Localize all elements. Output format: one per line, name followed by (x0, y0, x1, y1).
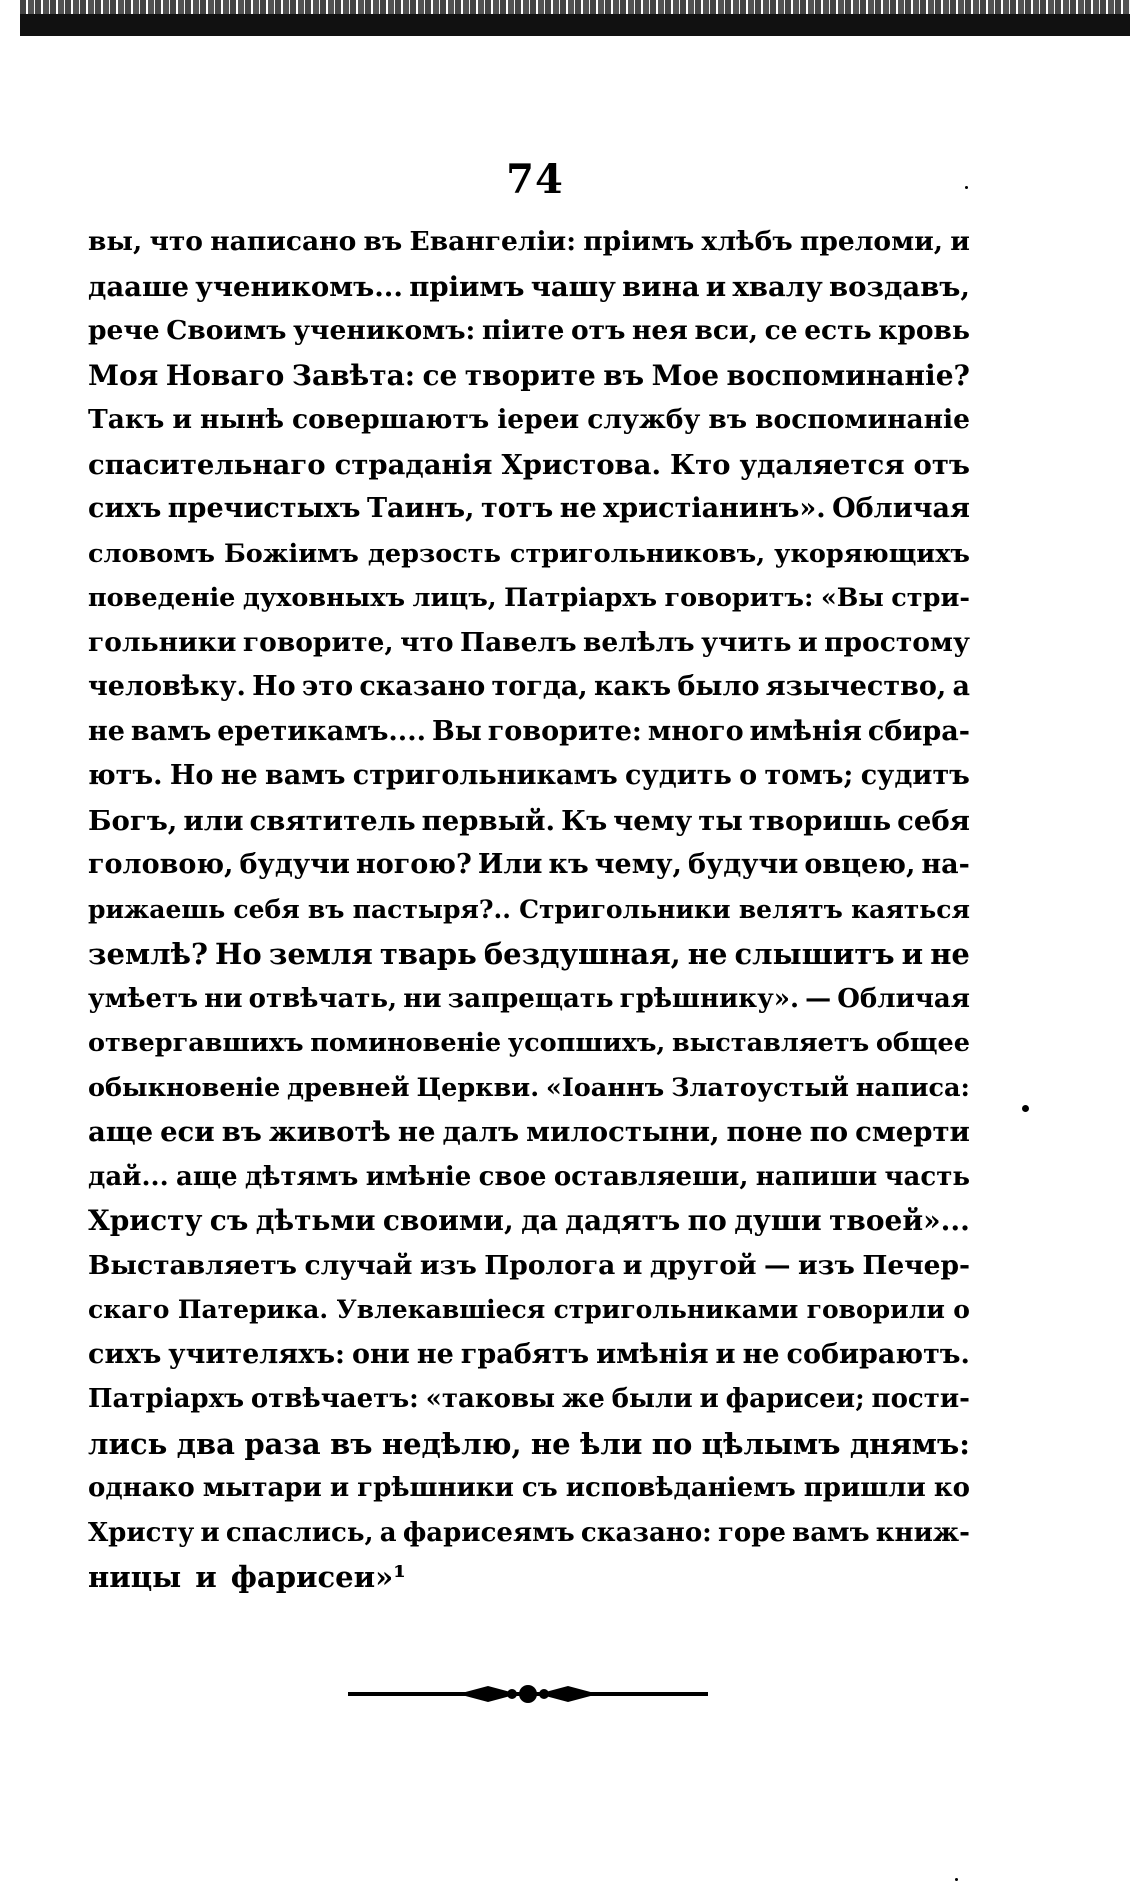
margin-speck (1022, 1105, 1029, 1112)
text-line: дааше ученикомъ... пріимъ чашу вина и хвалу воздавъ, (88, 270, 970, 303)
text-line: землѣ? Но земля тварь бездушная, не слышитъ и не (88, 937, 970, 971)
text-line: Такъ и нынѣ совершаютъ іереи службу въ воспоминаніе (88, 404, 970, 435)
margin-speck (955, 1878, 958, 1881)
text-line: Патріархъ отвѣчаетъ: «таковы же были и фарисеи; пости- (88, 1384, 970, 1414)
text-line: скаго Патерика. Увлекавшіеся стригольниками говорили о (88, 1295, 970, 1324)
text-line: сихъ учителяхъ: они не грабятъ имѣнія и не собираютъ. (88, 1338, 970, 1370)
text-line: дай... аще дѣтямъ имѣніе свое оставляеши, напиши часть (88, 1161, 970, 1192)
text-line: аще еси въ животѣ не далъ милостыни, поне по смерти (88, 1116, 970, 1148)
text-line: Христу съ дѣтьми своими, да дадятъ по души твоей»... (88, 1204, 970, 1237)
page-number: 74 (506, 156, 564, 203)
text-line: лись два раза въ недѣлю, не ѣли по цѣлымъ днямъ: (88, 1426, 970, 1461)
text-line: вы, что написано въ Евангеліи: пріимъ хлѣбъ преломи, и (88, 226, 970, 257)
text-line: рече Своимъ ученикомъ: піите отъ нея вси, се есть кровь (88, 315, 970, 346)
text-line: ютъ. Но не вамъ стригольникамъ судить о томъ; судитъ (88, 760, 970, 791)
text-line: сихъ пречистыхъ Таинъ, тотъ не христіанинъ». Обличая (88, 493, 970, 524)
text-line: ницы и фарисеи»¹ (88, 1560, 406, 1594)
text-line: гольники говорите, что Павелъ велѣлъ учить и простому (88, 626, 970, 658)
text-line: Христу и спаслись, а фарисеямъ сказано: горе вамъ книж- (88, 1517, 970, 1548)
text-line: спасительнаго страданія Христова. Кто удаляется отъ (88, 448, 970, 481)
text-line: словомъ Божіимъ дерзость стригольниковъ, укоряющихъ (88, 538, 970, 569)
margin-speck (965, 186, 968, 189)
ornamental-divider (348, 1682, 708, 1706)
text-line: не вамъ еретикамъ.... Вы говорите: много имѣнія сбира- (88, 715, 970, 747)
text-line: умѣетъ ни отвѣчать, ни запрещать грѣшнику». — Обличая (88, 983, 970, 1014)
text-line: отвергавшихъ поминовеніе усопшихъ, выставляетъ общее (88, 1028, 970, 1058)
text-line: однако мытари и грѣшники съ исповѣданіемъ пришли ко (88, 1473, 970, 1503)
body-text (88, 220, 970, 1600)
text-line: Выставляетъ случай изъ Пролога и другой — изъ Печер- (88, 1249, 970, 1281)
text-line: человѣку. Но это сказано тогда, какъ было язычество, а (88, 671, 970, 702)
text-line: поведеніе духовныхъ лицъ, Патріархъ говоритъ: «Вы стри- (88, 583, 970, 613)
top-border-rule (20, 14, 1130, 36)
text-line: Богъ, или святитель первый. Къ чему ты творишь себя (88, 804, 970, 837)
text-line: рижаешь себя въ пастыря?.. Стригольники велятъ каяться (88, 894, 970, 924)
text-line: головою, будучи ногою? Или къ чему, будучи овцею, на- (88, 849, 970, 880)
text-line: Моя Новаго Завѣта: се творите въ Мое воспоминаніе? (88, 358, 970, 392)
text-line: обыкновеніе древней Церкви. «Іоаннъ Златоустый написа: (88, 1072, 970, 1103)
